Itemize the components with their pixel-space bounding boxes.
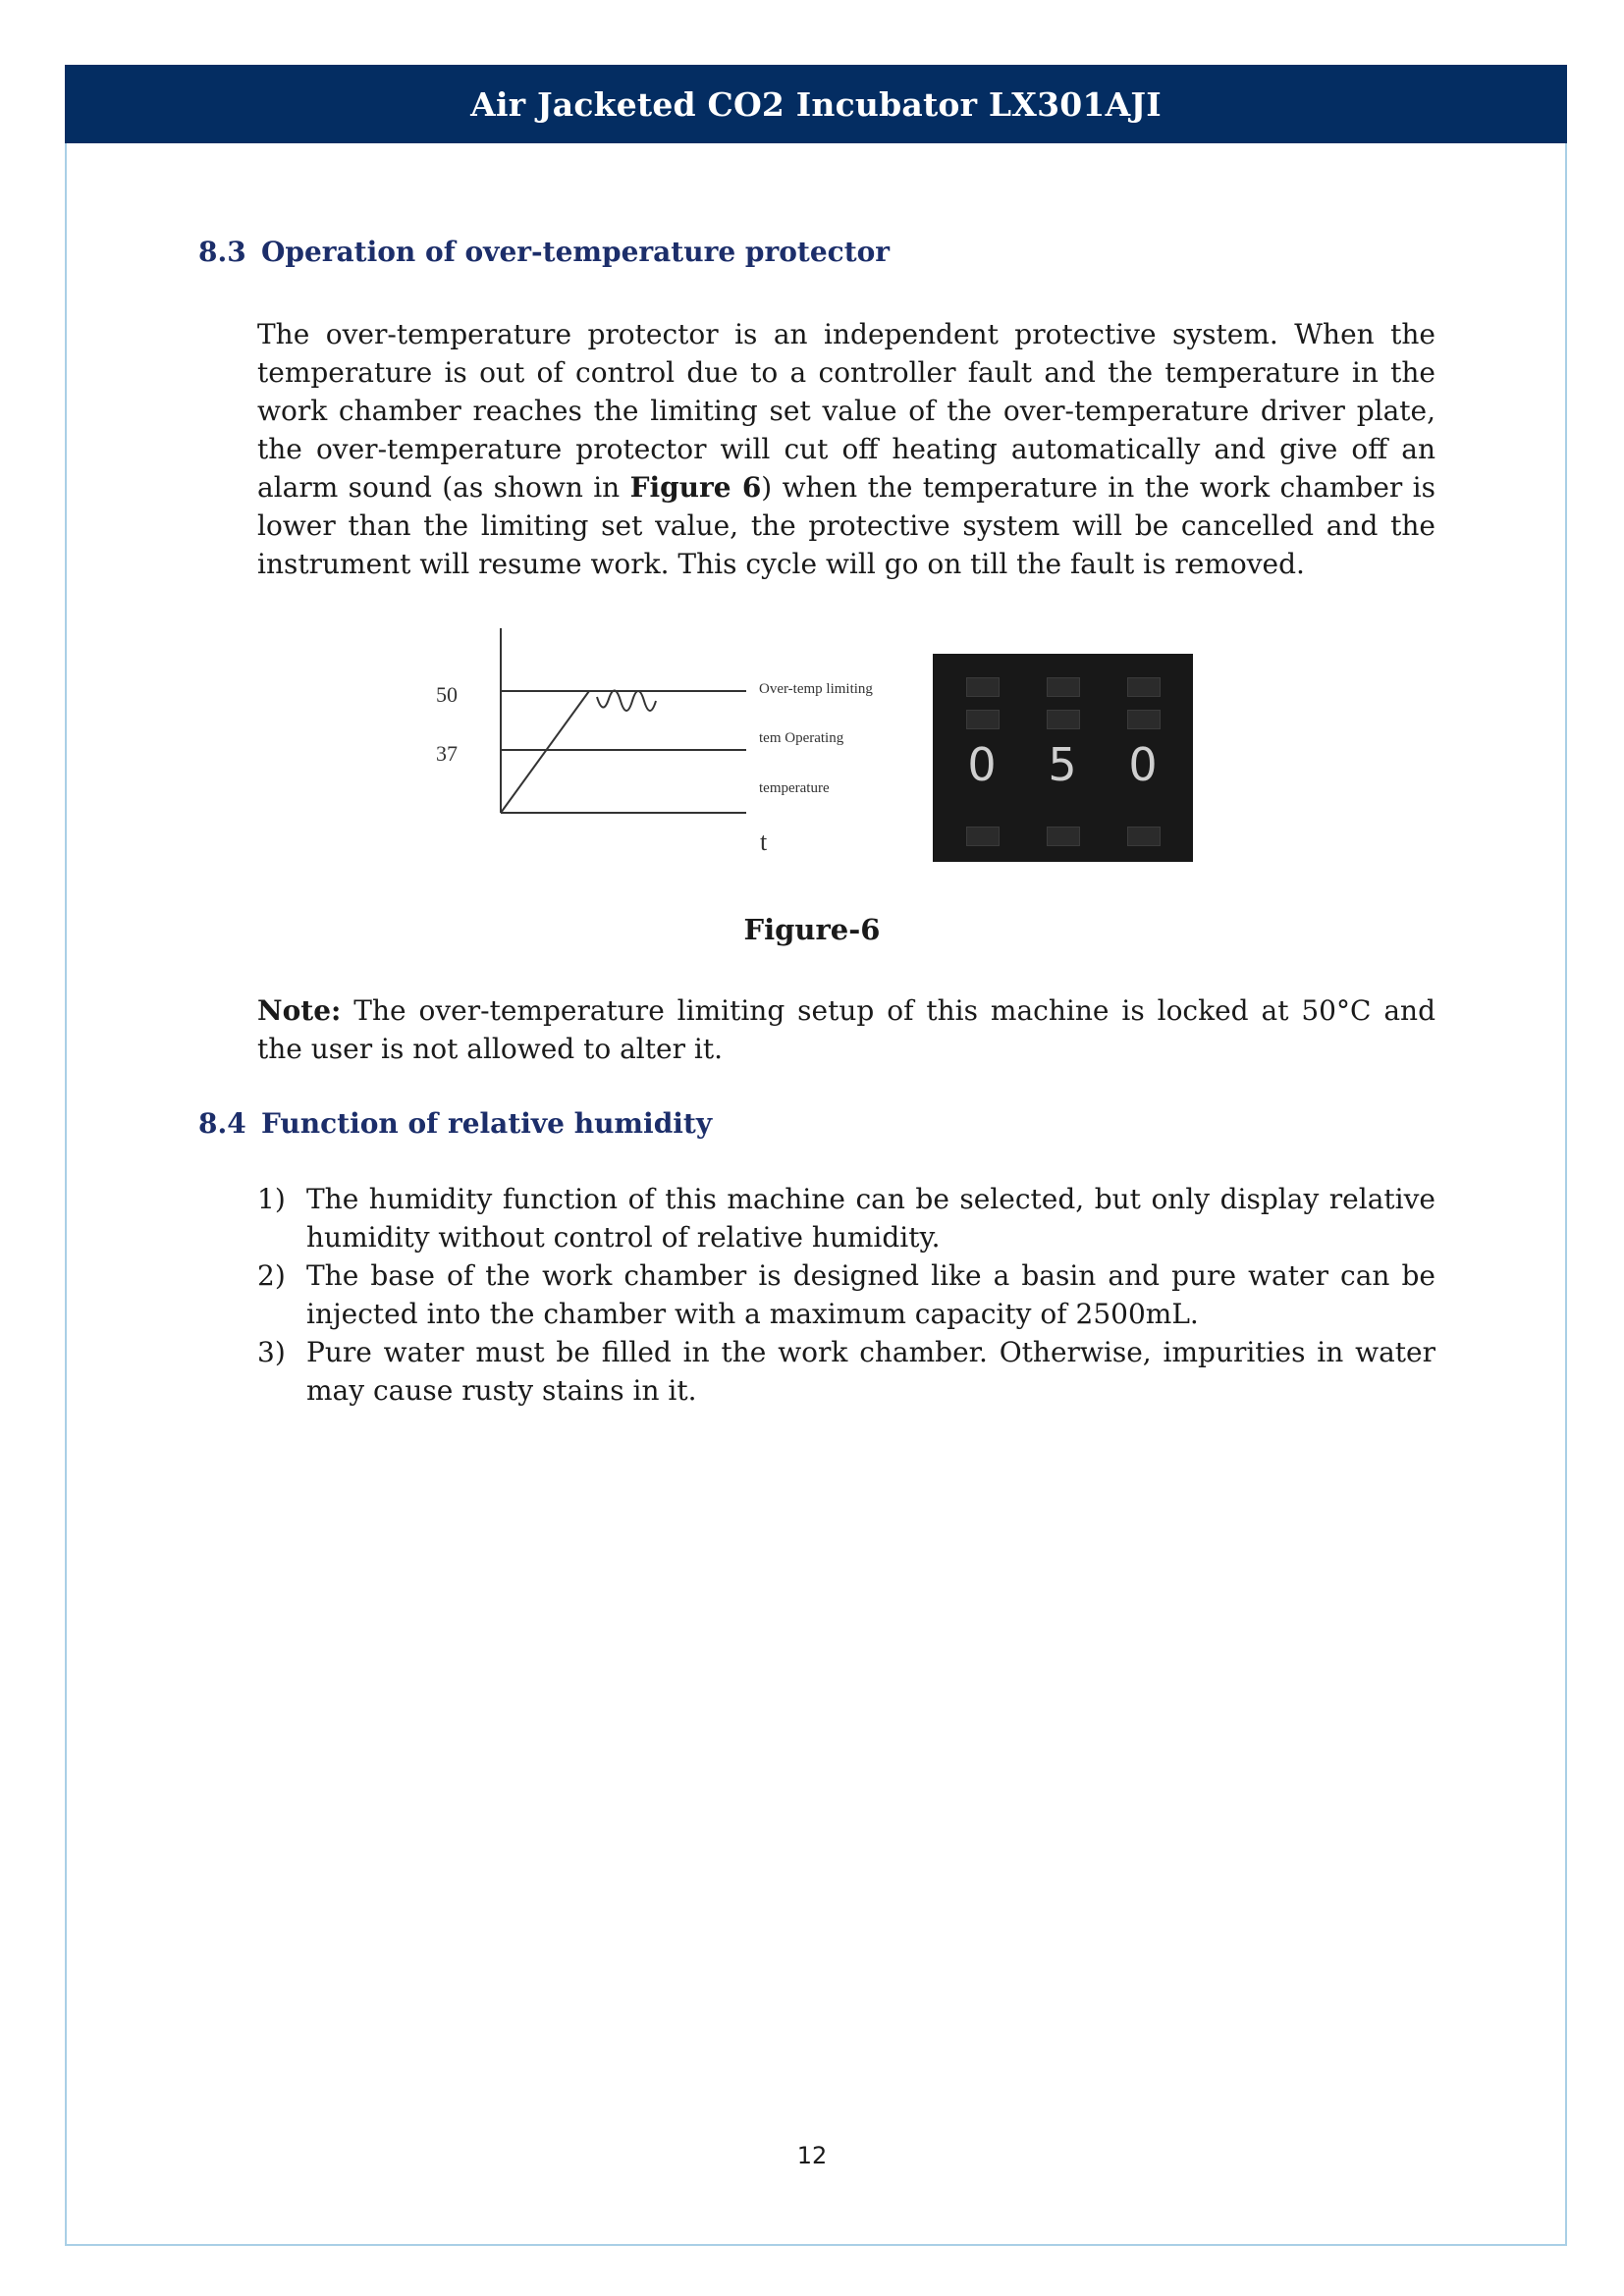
dial-wheel [1037, 677, 1088, 844]
dial-digit: 5 [1048, 738, 1077, 791]
dial-down-button [966, 827, 1000, 846]
list-marker: 2) [257, 1259, 286, 1292]
section-8-3-paragraph [257, 315, 1435, 583]
list-marker: 1) [257, 1183, 286, 1215]
note-text: The over-temperature limiting setup of this machine is locked at 50°C and the user is not allowed to alter it. [257, 994, 1435, 1065]
figure-caption: Figure-6 [743, 913, 881, 946]
dial-up-button [966, 710, 1000, 729]
paragraph-text: ) when the temperature in the work chamber is lower than the limiting set value, the protective system will be cancelled and the instrument will resume work. This cycle will go on till the fault is removed. [257, 471, 1435, 580]
dial-digit: 0 [967, 738, 997, 791]
dial-up-button [1127, 677, 1161, 697]
document-header [65, 65, 1567, 143]
list-item [257, 1256, 1435, 1333]
dial-up-button [966, 677, 1000, 697]
section-title: Operation of over-temperature protector [261, 236, 891, 268]
section-number: 8.3 [198, 236, 246, 268]
list-item-text: The base of the work chamber is designed like a basin and pure water can be injected into the chamber with a maximum capacity of 2500mL. [306, 1259, 1435, 1330]
list-marker: 3) [257, 1336, 286, 1368]
label-over-temp-limiting: Over-temp limiting [759, 681, 873, 697]
note-paragraph [257, 991, 1435, 1068]
note-label: Note: [257, 994, 342, 1027]
list-item-text: Pure water must be filled in the work chamber. Otherwise, impurities in water may cause rusty stains in it. [306, 1336, 1435, 1407]
section-title: Function of relative humidity [261, 1107, 713, 1140]
section-8-4-heading [198, 1107, 712, 1140]
over-temperature-dial [933, 654, 1193, 862]
section-number: 8.4 [198, 1107, 246, 1140]
list-item [257, 1333, 1435, 1410]
list-item [257, 1180, 1435, 1256]
paragraph-text: The over-temperature protector is an independent protective system. When the temperature is out of control due to a controller fault and the temperature in the work chamber reaches the limiting set value of the over-temperature driver plate, the over-temperature protector will cut off heating automatically and give off an alarm sound (as shown in [257, 318, 1435, 504]
page-number: 12 [796, 2142, 828, 2169]
temperature-rise-line [501, 691, 589, 813]
humidity-list [257, 1180, 1435, 1410]
dial-wheel [956, 677, 1007, 844]
dial-up-button [1047, 677, 1080, 697]
list-item-text: The humidity function of this machine can be selected, but only display relative humidity without control of relative humidity. [306, 1183, 1435, 1254]
label-temperature: temperature [759, 780, 830, 796]
header-title: Air Jacketed CO2 Incubator LX301AJI [470, 84, 1162, 124]
oscillation-curve [597, 690, 656, 711]
dial-down-button [1047, 827, 1080, 846]
figure-reference: Figure 6 [629, 471, 762, 504]
dial-wheel [1117, 677, 1168, 844]
dial-up-button [1047, 710, 1080, 729]
dial-digit: 0 [1128, 738, 1158, 791]
tick-label-50: 50 [436, 682, 458, 707]
label-operating: tem Operating [759, 730, 844, 746]
dial-down-button [1127, 827, 1161, 846]
over-temperature-diagram [422, 618, 913, 874]
axis-label-t: t [760, 828, 768, 856]
section-8-3-heading [198, 236, 890, 268]
tick-label-37: 37 [436, 741, 458, 766]
dial-up-button [1127, 710, 1161, 729]
